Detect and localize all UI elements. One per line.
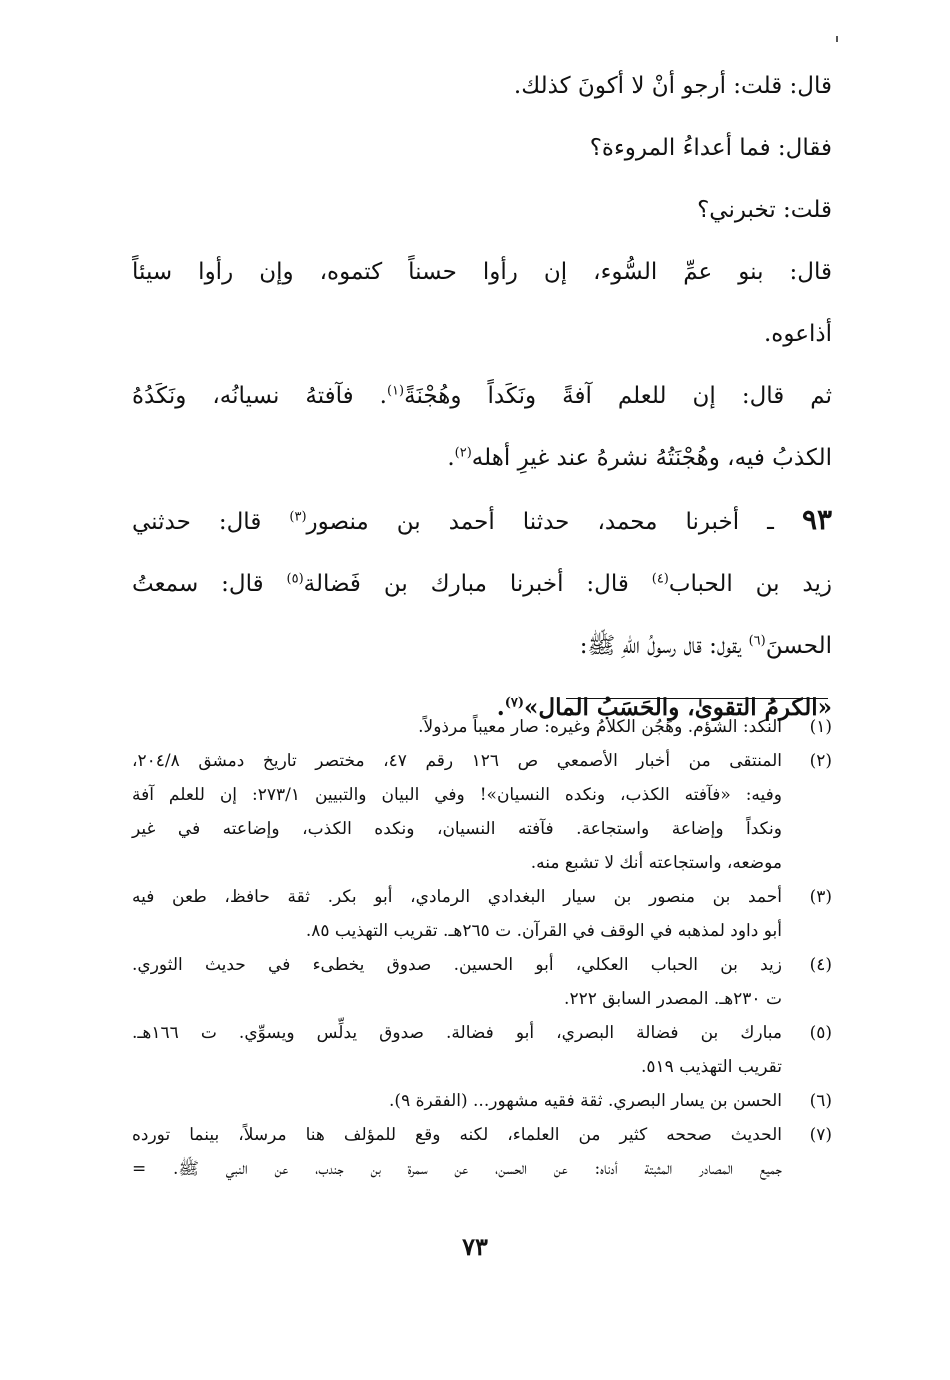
text-line-10	[132, 615, 832, 677]
footnote-line: أحمد بن منصور بن سيار البغدادي الرمادي، أبو بكر. ثقة حافظ، طعن فيه	[132, 887, 782, 907]
footnote-number: (١)	[809, 717, 832, 737]
text-line-5: أذاعوه.	[764, 321, 832, 347]
text-line-6-a: ثم قال: إن للعلم آفةً ونَكَداً وهُجْنَةً	[404, 383, 832, 409]
footnote-ref-7: (٧)	[504, 695, 525, 711]
hadith-number: ٩٣	[801, 503, 833, 536]
text-line-10-b: يقول: قال رسولُ اللّهِ ﷺ:	[579, 633, 742, 659]
footnote-ref-5: (٥)	[286, 571, 304, 587]
text-line-6	[132, 365, 832, 427]
footnote-ref-1: (١)	[386, 383, 405, 399]
footnote-separator	[566, 698, 828, 699]
text-line-7-b: .	[447, 445, 455, 471]
footnote-6	[132, 1084, 832, 1118]
footnote-ref-6: (٦)	[748, 633, 766, 649]
footnote-line: الحسن بن يسار البصري. ثقة فقيه مشهور... (الفقرة ٩).	[389, 1091, 782, 1111]
text-line-8-b: قال: حدثني	[132, 509, 262, 535]
text-line-10-a: الحسنَ	[765, 633, 832, 659]
footnote-number: (٦)	[809, 1091, 832, 1111]
text-line-7	[132, 427, 832, 489]
hadith-quote-text: «الكرمُ التقوىٰ، والحَسَبُ المال»	[524, 694, 832, 721]
footnote-number: (٤)	[809, 955, 832, 975]
footnote-ref-3: (٣)	[289, 509, 307, 525]
footnote-ref-4: (٤)	[651, 571, 669, 587]
text-line-9	[132, 553, 832, 615]
footnote-line: جميع المصادر المثبتة أدناه: عن الحسن، عن سمرة بن جندب، عن النبي ﷺ. =	[132, 1159, 782, 1179]
page-number: ٧٣	[462, 1232, 488, 1261]
footnote-line: تقريب التهذيب ٥١٩.	[641, 1057, 782, 1077]
text-line-9-c: قال: سمعتُ	[132, 571, 264, 597]
scan-mark	[836, 36, 838, 42]
footnote-line: ونكداً وإضاعة واستجاعة. فآفته النسيان، ونكده الكذب، وإضاعته في غير	[132, 819, 782, 839]
text-line-3: قلت: تخبرني؟	[697, 197, 832, 223]
footnote-line: الحديث صححه كثير من العلماء، لكنه وقع للمؤلف هنا مرسلاً، بينما تورده	[132, 1125, 782, 1145]
footnote-line: موضعه، واستجاعته أنك لا تشبع منه.	[530, 853, 782, 873]
footnote-line: زيد بن الحباب العكلي، أبو الحسين. صدوق يخطىء في حديث الثوري.	[132, 955, 782, 975]
footnote-5	[132, 1016, 832, 1084]
footnote-line: المنتقى من أخبار الأصمعي ص ١٢٦ رقم ٤٧، مختصر تاريخ دمشق ٢٠٤/٨،	[132, 751, 782, 771]
text-line-9-b: قال: أخبرنا مبارك بن فَضالة	[303, 571, 629, 597]
footnote-line: مبارك بن فضالة البصري، أبو فضالة. صدوق يدلِّس ويسوِّي. ت ١٦٦هـ.	[132, 1023, 782, 1043]
text-line-1: قال: قلت: أرجو أنْ لا أكونَ كذلك.	[513, 73, 832, 99]
main-text	[132, 55, 832, 739]
footnote-2	[132, 744, 832, 880]
text-line-2: فقال: فما أعداءُ المروءة؟	[589, 135, 832, 161]
footnote-number: (٢)	[809, 751, 832, 771]
footnotes	[132, 710, 832, 1186]
text-line-9-a: زيد بن الحباب	[668, 571, 832, 597]
text-line-6-b: . فآفتهُ نسيانُه، ونَكَدُهُ	[132, 383, 387, 409]
footnote-line: أبو داود لمذهبه في الوقف في القرآن. ت ٢٦٥هـ. تقريب التهذيب ٨٥.	[305, 921, 782, 941]
footnote-number: (٥)	[809, 1023, 832, 1043]
text-line-4: قال: بنو عمِّ السُّوء، إن رأوا حسناً كتموه، وإن رأوا سيئاً	[132, 259, 832, 285]
footnote-number: (٣)	[809, 887, 832, 907]
text-line-8	[132, 489, 832, 553]
footnote-ref-2: (٢)	[454, 445, 472, 461]
footnote-line: ت ٢٣٠هـ. المصدر السابق ٢٢٢.	[564, 989, 782, 1009]
footnote-4	[132, 948, 832, 1016]
footnote-line: النكد: الشؤم. وهَجُن الكلامُ وغيره: صار معيباً مرذولاً.	[418, 717, 782, 737]
footnote-3	[132, 880, 832, 948]
text-line-8-a: ـ أخبرنا محمد، حدثنا أحمد بن منصور	[306, 509, 774, 535]
hadith-quote-end: .	[496, 694, 505, 721]
footnote-7	[132, 1118, 832, 1186]
footnote-1	[132, 710, 832, 744]
text-line-7-a: الكذبُ فيه، وهُجْنَتُهُ نشرهُ عند غيرِ أهله	[471, 445, 832, 471]
footnote-number: (٧)	[809, 1125, 832, 1145]
footnote-line: وفيه: «فآفته الكذب، ونكده النسيان»! وفي البيان والتبيين ٢٧٣/١: إن للعلم آفة	[132, 785, 783, 805]
